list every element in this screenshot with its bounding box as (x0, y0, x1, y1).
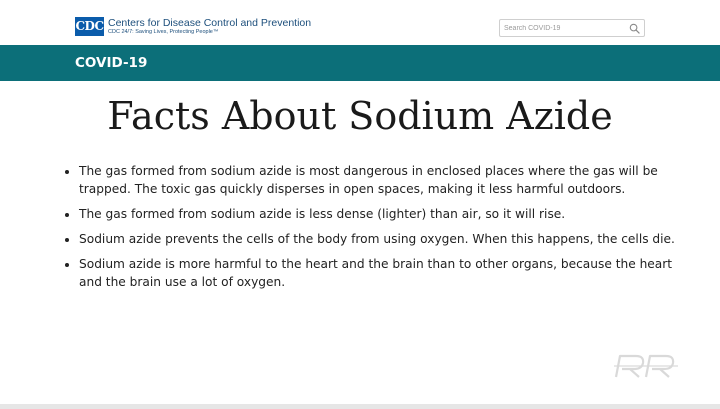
org-name[interactable]: Centers for Disease Control and Prevention (108, 17, 312, 29)
list-item: • Sodium azide prevents the cells of the body from using oxygen. When this happens, the cells die. (79, 230, 679, 248)
bottom-divider (0, 404, 720, 409)
list-item: • Sodium azide is more harmful to the heart and the brain than to other organs, because the heart and the brain use a lot of oxygen. (79, 255, 679, 291)
search-icon[interactable] (629, 23, 640, 34)
page-title: Facts About Sodium Azide (107, 94, 613, 138)
search-box[interactable] (499, 19, 645, 37)
site-header (0, 0, 720, 45)
facts-list (65, 162, 679, 298)
org-tagline: CDC 24/7: Saving Lives, Protecting People™ (108, 29, 219, 35)
cdc-logo[interactable]: CDC (75, 17, 104, 36)
banner-title[interactable]: COVID-19 (75, 55, 148, 71)
list-item: • The gas formed from sodium azide is most dangerous in enclosed places where the gas will be trapped. The toxic gas quickly disperses in open spaces, making it less harmful outdoors. (79, 162, 679, 198)
search-input[interactable] (504, 21, 622, 35)
topic-banner (0, 45, 720, 81)
watermark-logo-icon (612, 352, 682, 380)
list-item: • The gas formed from sodium azide is less dense (lighter) than air, so it will rise. (79, 205, 679, 223)
